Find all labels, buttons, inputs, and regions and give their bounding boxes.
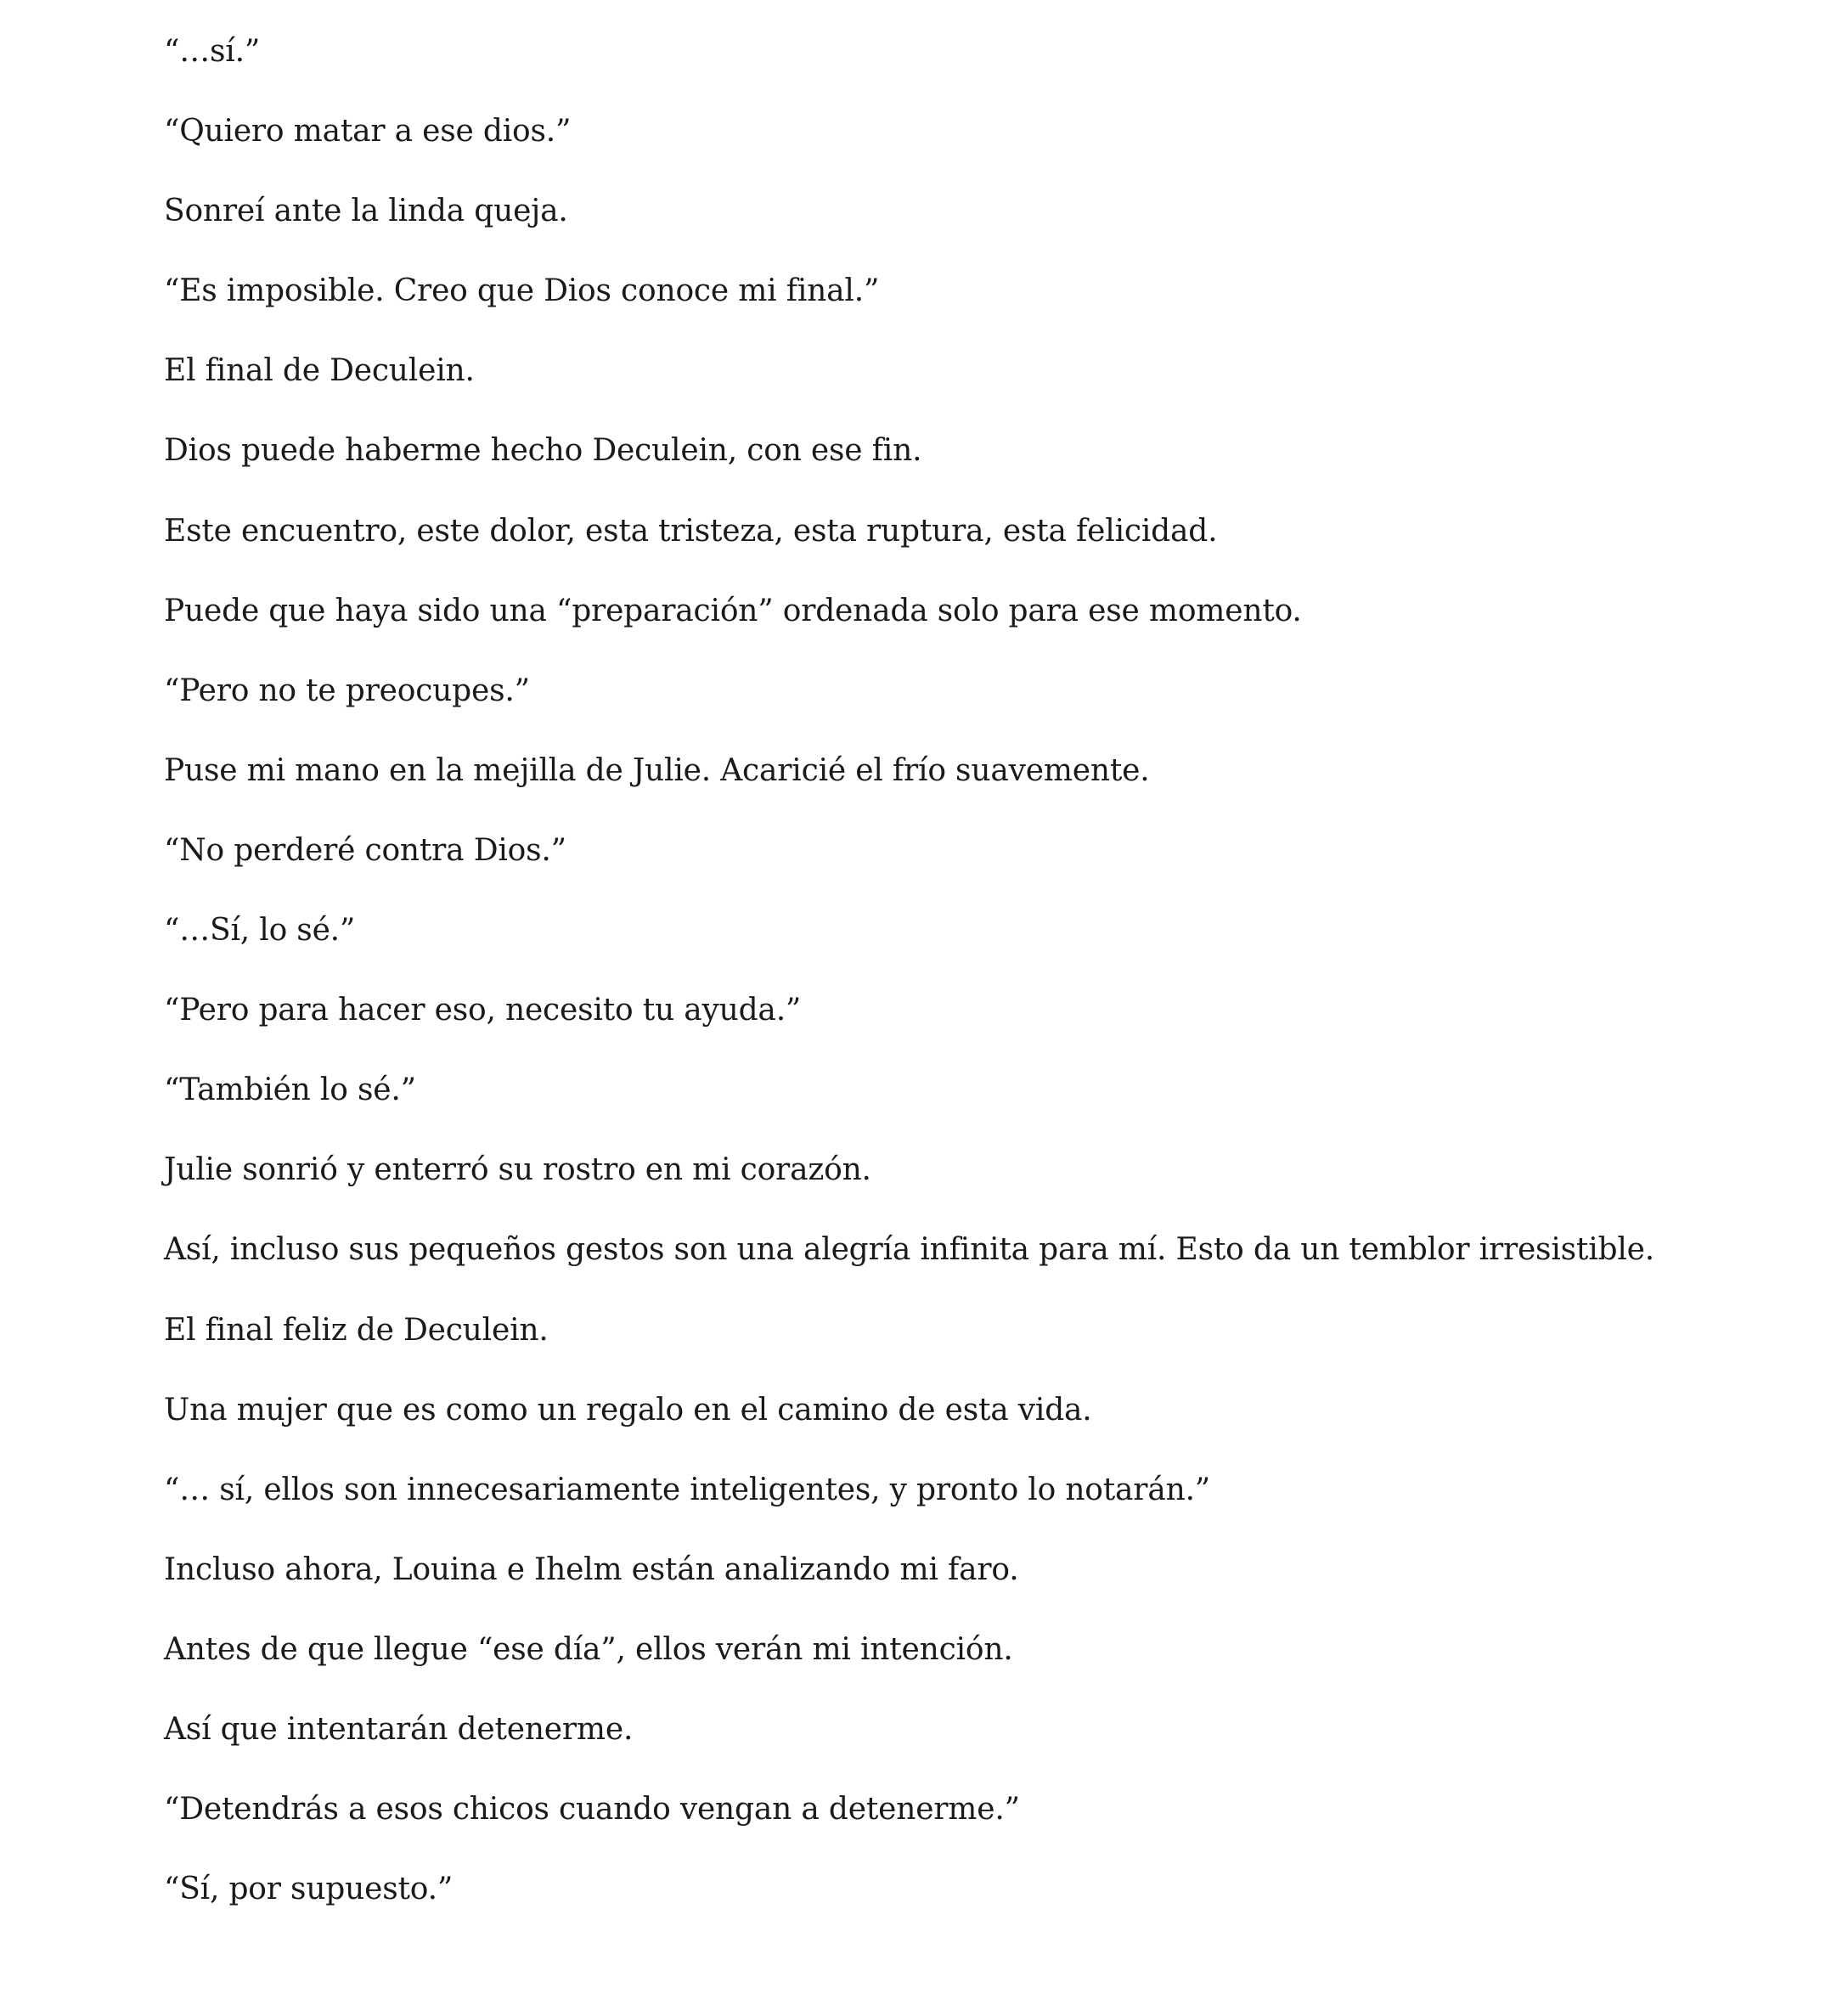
- paragraph: “Quiero matar a ese dios.”: [164, 114, 572, 149]
- paragraph: Puse mi mano en la mejilla de Julie. Acaricié el frío suavemente.: [164, 752, 1150, 788]
- paragraph: “…sí.”: [164, 34, 261, 69]
- paragraph: Dios puede haberme hecho Deculein, con ese fin.: [164, 433, 922, 469]
- paragraph: Puede que haya sido una “preparación” ordenada solo para ese momento.: [164, 593, 1302, 628]
- paragraph: “Es imposible. Creo que Dios conoce mi final.”: [164, 273, 880, 309]
- paragraph: “Detendrás a esos chicos cuando vengan a detenerme.”: [164, 1792, 1020, 1827]
- paragraph: El final de Deculein.: [164, 353, 475, 389]
- text-body: [164, 25, 1778, 1943]
- paragraph: Así que intentarán detenerme.: [164, 1711, 634, 1747]
- paragraph: Julie sonrió y enterró su rostro en mi corazón.: [164, 1152, 871, 1188]
- paragraph: “No perderé contra Dios.”: [164, 832, 566, 868]
- paragraph: El final feliz de Deculein.: [164, 1312, 549, 1348]
- paragraph: Este encuentro, este dolor, esta tristeza, esta ruptura, esta felicidad.: [164, 513, 1218, 549]
- paragraph: “También lo sé.”: [164, 1073, 416, 1108]
- paragraph: “Pero no te preocupes.”: [164, 673, 530, 708]
- paragraph: Antes de que llegue “ese día”, ellos verán mi intención.: [164, 1631, 1013, 1667]
- paragraph: Una mujer que es como un regalo en el camino de esta vida.: [164, 1392, 1092, 1427]
- paragraph: “… sí, ellos son innecesariamente inteligentes, y pronto lo notarán.”: [164, 1472, 1211, 1507]
- paragraph: “Sí, por supuesto.”: [164, 1872, 454, 1907]
- paragraph: Incluso ahora, Louina e Ihelm están analizando mi faro.: [164, 1551, 1019, 1587]
- paragraph: Sonreí ante la linda queja.: [164, 194, 568, 229]
- paragraph: “Pero para hacer eso, necesito tu ayuda.”: [164, 993, 802, 1028]
- paragraph: “…Sí, lo sé.”: [164, 913, 356, 949]
- paragraph: Así, incluso sus pequeños gestos son una alegría infinita para mí. Esto da un temblor irresistible.: [164, 1232, 1655, 1268]
